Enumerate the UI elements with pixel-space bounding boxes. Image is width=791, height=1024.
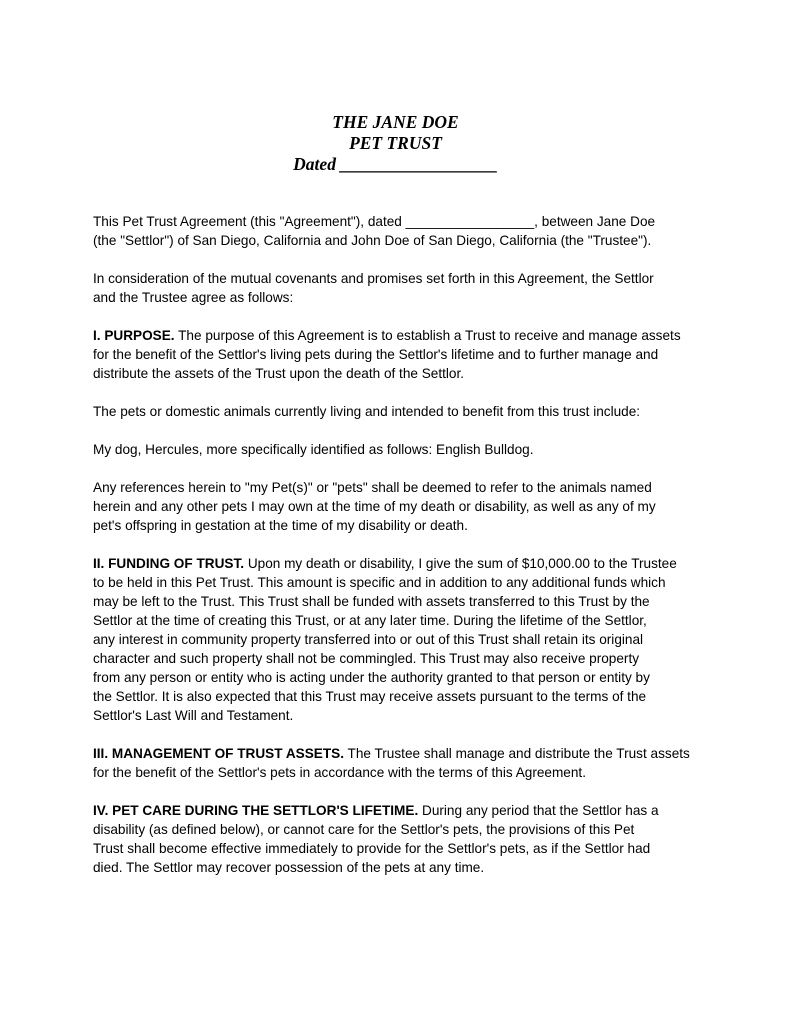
paragraph-6 (93, 478, 703, 535)
paragraph-text: any interest in community property transferred into or out of this Trust shall retain its original (93, 632, 644, 647)
paragraph-line (93, 763, 703, 782)
paragraph-text: and the Trustee agree as follows: (93, 290, 294, 305)
paragraph-line (93, 497, 703, 516)
paragraph-text: Any references herein to "my Pet(s)" or "pets" shall be deemed to refer to the animals named (93, 480, 652, 495)
paragraph-line (93, 364, 703, 383)
paragraph-text: Settlor at the time of creating this Trust, or at any later time. During the lifetime of the Settlor, (93, 613, 647, 628)
paragraph-5 (93, 440, 703, 459)
paragraph-text: herein and any other pets I may own at the time of my death or disability, as well as any of my (93, 499, 656, 514)
document-title (0, 112, 791, 175)
paragraph-text: Trust shall become effective immediately to provide for the Settlor's pets, as if the Settlor had (93, 841, 651, 856)
paragraph-line (93, 668, 703, 687)
paragraph-text: In consideration of the mutual covenants and promises set forth in this Agreement, the Settlor (93, 271, 654, 286)
paragraph-line (93, 801, 703, 820)
paragraph-text: the Settlor. It is also expected that this Trust may receive assets pursuant to the terms of the (93, 689, 647, 704)
paragraph-line (93, 820, 703, 839)
document-body (93, 212, 703, 896)
title-line-1: THE JANE DOE (332, 112, 459, 132)
paragraph-line (93, 288, 703, 307)
section-heading: I. PURPOSE. (93, 328, 175, 343)
paragraph-line (93, 269, 703, 288)
paragraph-line (93, 554, 703, 573)
paragraph-7 (93, 554, 703, 725)
paragraph-text: disability (as defined below), or cannot care for the Settlor's pets, the provisions of this Pet (93, 822, 635, 837)
paragraph-text: character and such property shall not be commingled. This Trust may also receive property (93, 651, 640, 666)
paragraph-line (93, 858, 703, 877)
paragraph-text: (the "Settlor") of San Diego, California and John Doe of San Diego, California (the "Trustee"). (93, 233, 652, 248)
paragraph-text: Settlor's Last Will and Testament. (93, 708, 294, 723)
paragraph-text: This Pet Trust Agreement (this "Agreement"), dated _________________, between Jane Doe (93, 214, 656, 229)
paragraph-text: The purpose of this Agreement is to establish a Trust to receive and manage assets (174, 328, 681, 343)
section-heading: III. MANAGEMENT OF TRUST ASSETS. (93, 746, 344, 761)
paragraph-line (93, 630, 703, 649)
paragraph-text: Upon my death or disability, I give the sum of $10,000.00 to the Trustee (244, 556, 677, 571)
section-heading: IV. PET CARE DURING THE SETTLOR'S LIFETIME. (93, 803, 419, 818)
paragraph-line (93, 345, 703, 364)
paragraph-line (93, 212, 703, 231)
paragraph-text: pet's offspring in gestation at the time of my disability or death. (93, 518, 468, 533)
paragraph-text: died. The Settlor may recover possession of the pets at any time. (93, 860, 485, 875)
paragraph-text: The pets or domestic animals currently living and intended to benefit from this trust include: (93, 404, 641, 419)
paragraph-text: for the benefit of the Settlor's pets in accordance with the terms of this Agreement. (93, 765, 586, 780)
paragraph-text: distribute the assets of the Trust upon the death of the Settlor. (93, 366, 465, 381)
paragraph-text: The Trustee shall manage and distribute the Trust assets (344, 746, 690, 761)
paragraph-text: for the benefit of the Settlor's living pets during the Settlor's lifetime and to further manage and (93, 347, 659, 362)
paragraph-line (93, 402, 703, 421)
title-line-3: Dated __________________ (293, 154, 498, 174)
paragraph-3 (93, 326, 703, 383)
paragraph-8 (93, 744, 703, 782)
paragraph-line (93, 516, 703, 535)
paragraph-1 (93, 212, 703, 250)
paragraph-text: from any person or entity who is acting under the authority granted to that person or entity by (93, 670, 650, 685)
paragraph-line (93, 611, 703, 630)
paragraph-line (93, 839, 703, 858)
paragraph-text: My dog, Hercules, more specifically identified as follows: English Bulldog. (93, 442, 534, 457)
section-heading: II. FUNDING OF TRUST. (93, 556, 245, 571)
paragraph-line (93, 573, 703, 592)
paragraph-4 (93, 402, 703, 421)
paragraph-line (93, 706, 703, 725)
paragraph-text: to be held in this Pet Trust. This amount is specific and in addition to any additional funds which (93, 575, 666, 590)
paragraph-2 (93, 269, 703, 307)
paragraph-line (93, 744, 703, 763)
paragraph-line (93, 231, 703, 250)
paragraph-text: may be left to the Trust. This Trust shall be funded with assets transferred to this Trust by the (93, 594, 650, 609)
paragraph-line (93, 592, 703, 611)
paragraph-line (93, 326, 703, 345)
paragraph-line (93, 440, 703, 459)
paragraph-line (93, 478, 703, 497)
paragraph-text: During any period that the Settlor has a (418, 803, 659, 818)
paragraph-line (93, 649, 703, 668)
paragraph-9 (93, 801, 703, 877)
paragraph-line (93, 687, 703, 706)
title-line-2: PET TRUST (349, 133, 442, 153)
